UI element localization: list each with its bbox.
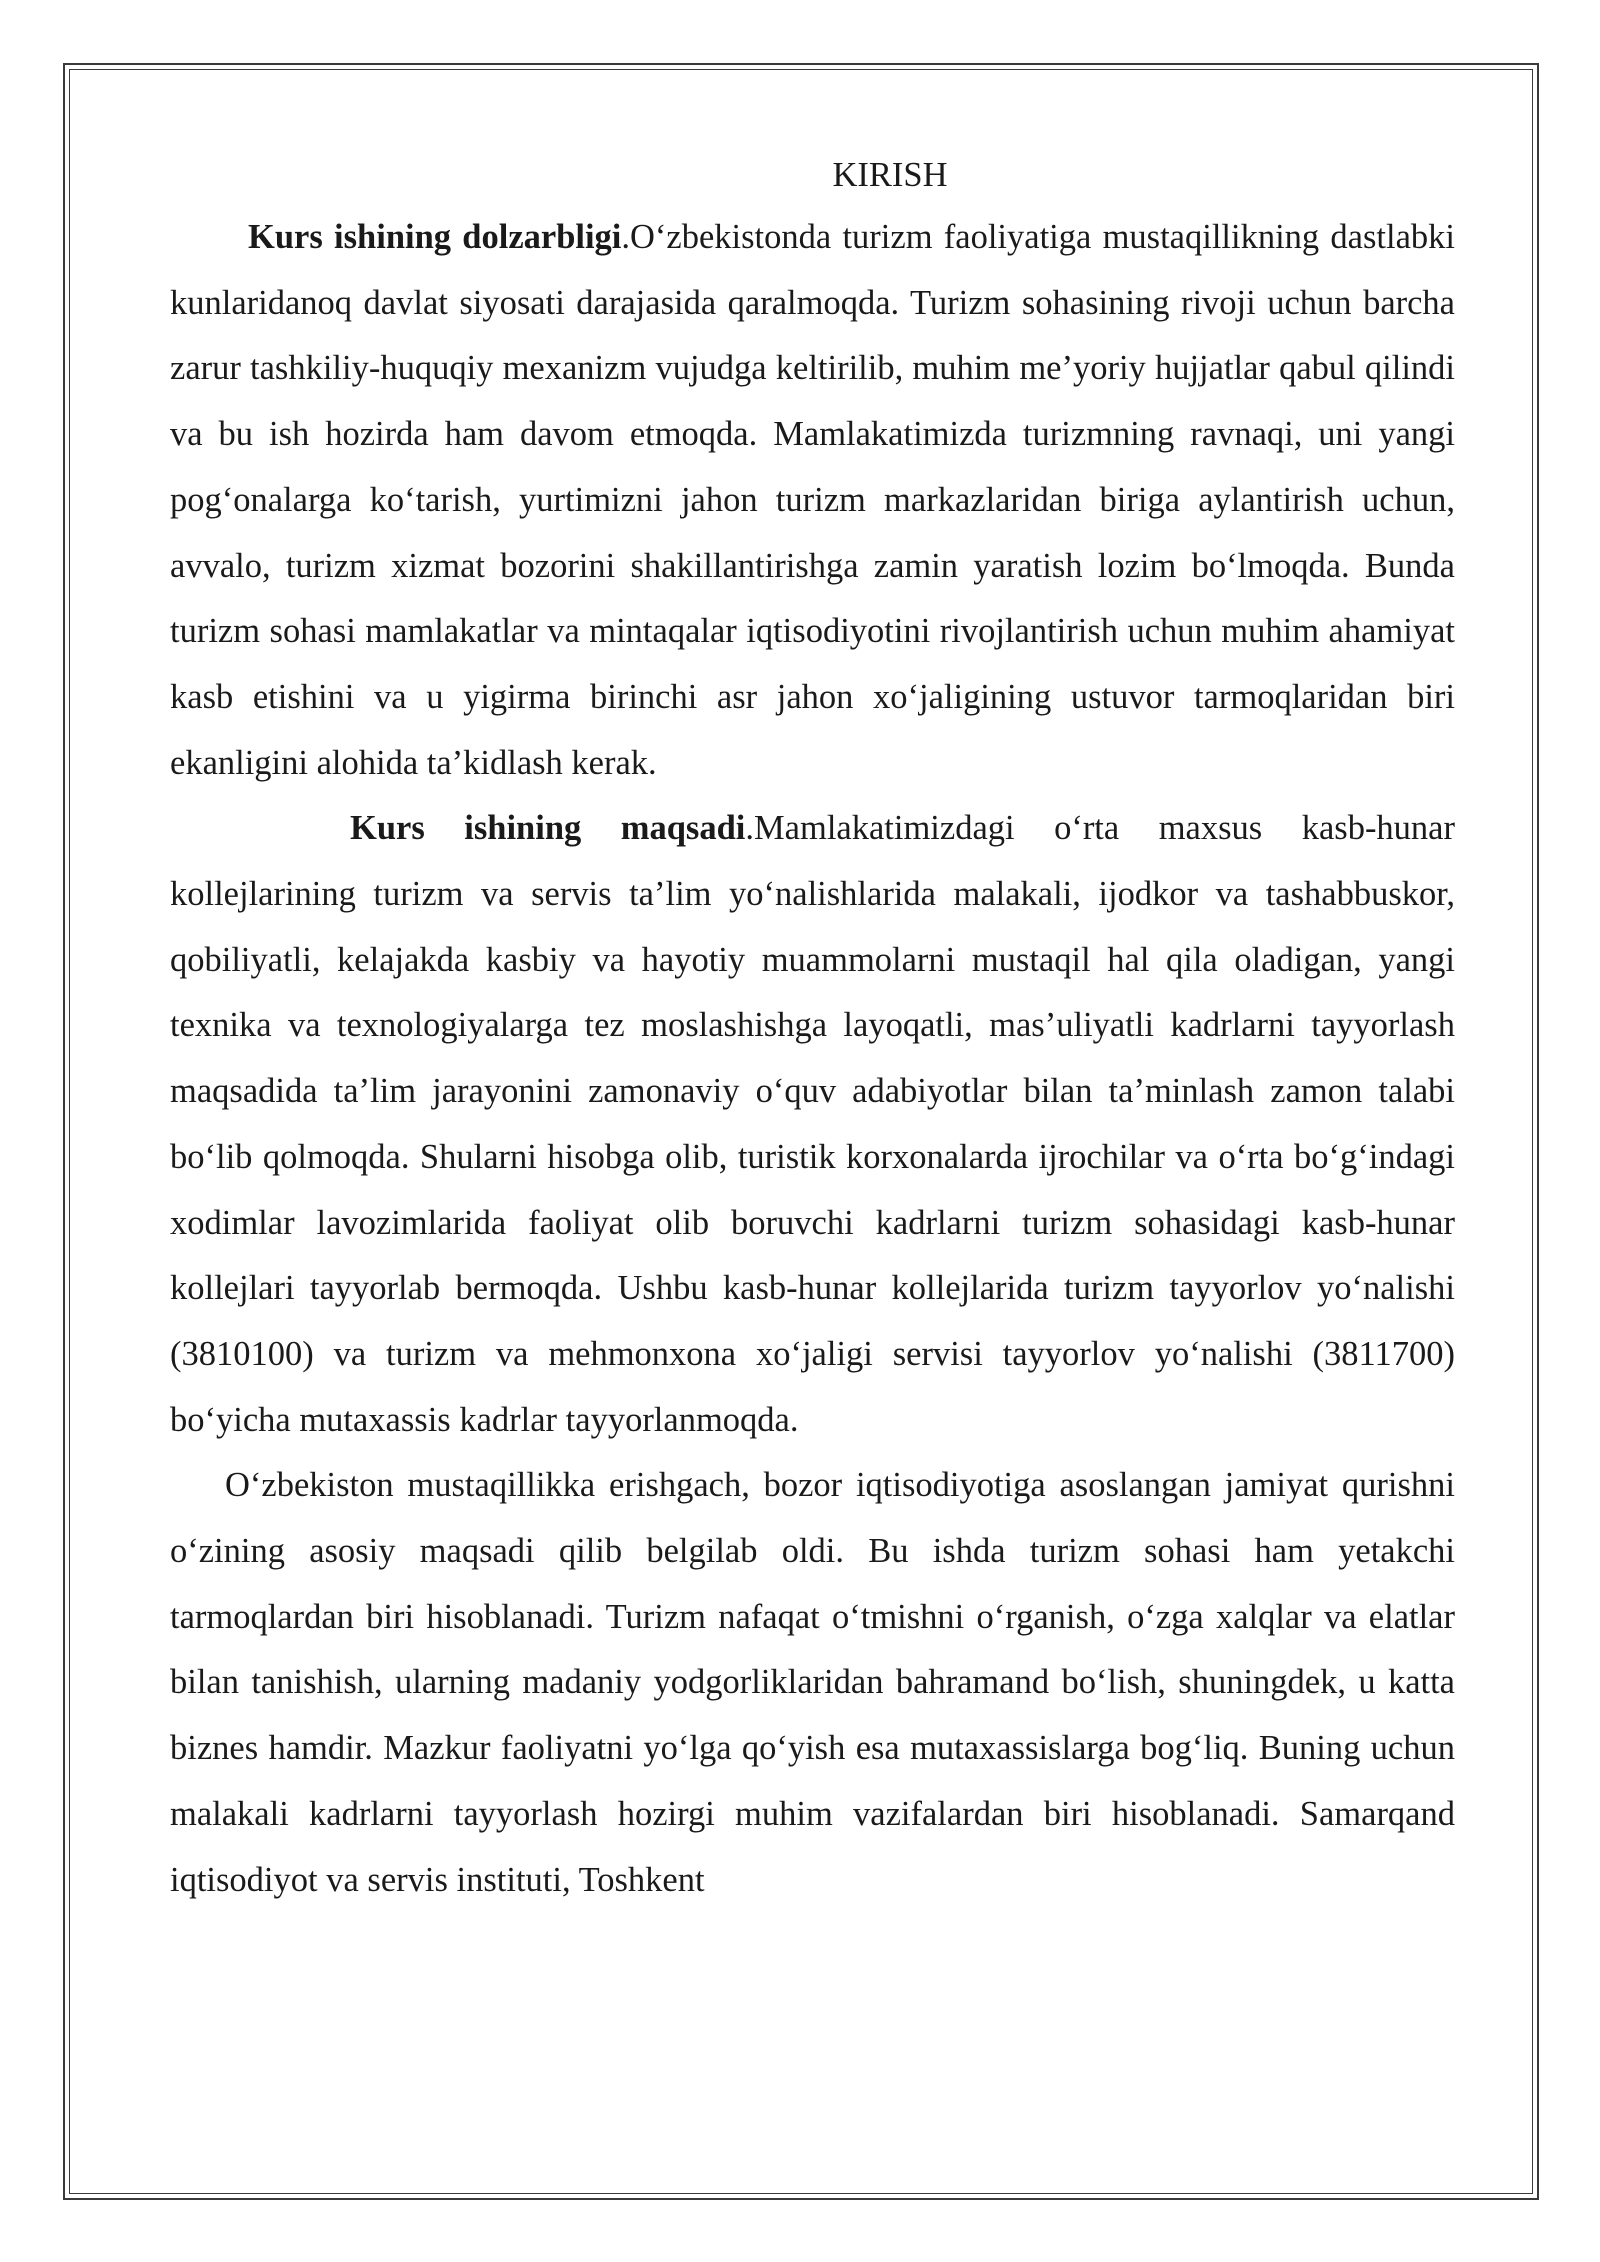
paragraph-goal (170, 796, 1455, 1453)
paragraph-lead-relevance: Kurs ishining dolzarbligi (248, 218, 622, 256)
document-body (170, 145, 1455, 1913)
paragraph-independence (170, 1453, 1455, 1913)
paragraph-relevance (170, 205, 1455, 796)
paragraph-text-independence: O‘zbekiston mustaqillikka erishgach, bozor iqtisodiyotiga asoslangan jamiyat qurishni o‘zining asosiy maqsadi qilib belgilab oldi. Bu ishda turizm sohasi ham yetakchi tarmoqlardan biri hisoblanadi. Turizm nafaqat o‘tmishni o‘rganish, o‘zga xalqlar va elatlar bilan tanishish, ularning madaniy yodgorliklaridan bahramand bo‘lish, shuningdek, u katta biznes hamdir. Mazkur faoliyatni yo‘lga qo‘yish esa mutaxassislarga bog‘liq. Buning uchun malakali kadrlarni tayyorlash hozirgi muhim vazifalardan biri hisoblanadi. Samarqand iqtisodiyot va servis instituti, Toshkent (170, 1466, 1455, 1899)
paragraph-lead-goal: Kurs ishining maqsadi (350, 809, 746, 848)
paragraph-text-relevance: .O‘zbekistonda turizm faoliyatiga mustaqillikning dastlabki kunlaridanoq davlat siyosati darajasida qaralmoqda. Turizm sohasining rivoji uchun barcha zarur tashkiliy-huquqiy mexanizm vujudga keltirilib, muhim me’yoriy hujjatlar qabul qilindi va bu ish hozirda ham davom etmoqda. Mamlakatimizda turizmning ravnaqi, uni yangi pog‘onalarga ko‘tarish, yurtimizni jahon turizm markazlaridan biriga aylantirish uchun, avvalo, turizm xizmat bozorini shakillantirishga zamin yaratish lozim bo‘lmoqda. Bunda turizm sohasi mamlakatlar va mintaqalar iqtisodiyotini rivojlantirish uchun muhim ahamiyat kasb etishini va u yigirma birinchi asr jahon xo‘jaligining ustuvor tarmoqlaridan biri ekanligini alohida ta’kidlash kerak. (170, 218, 1455, 782)
paragraph-text-goal: .Mamlakatimizdagi o‘rta maxsus kasb-hunar kollejlarining turizm va servis ta’lim yo‘nalishlarida malakali, ijodkor va tashabbuskor, qobiliyatli, kelajakda kasbiy va hayotiy muammolarni mustaqil hal qila oladigan, yangi texnika va texnologiyalarga tez moslashishga layoqatli, mas’uliyatli kadrlarni tayyorlash maqsadida ta’lim jarayonini zamonaviy o‘quv adabiyotlar bilan ta’minlash zamon talabi bo‘lib qolmoqda. Shularni hisobga olib, turistik korxonalarda ijrochilar va o‘rta bo‘g‘indagi xodimlar lavozimlarida faoliyat olib boruvchi kadrlarni turizm sohasidagi kasb-hunar kollejlari tayyorlab bermoqda. Ushbu kasb-hunar kollejlarida turizm tayyorlov yo‘nalishi (3810100) va turizm va mehmonxona xo‘jaligi servisi tayyorlov yo‘nalishi (3811700) bo‘yicha mutaxassis kadrlar tayyorlanmoqda. (170, 809, 1455, 1439)
page-heading: KIRISH (832, 156, 948, 194)
